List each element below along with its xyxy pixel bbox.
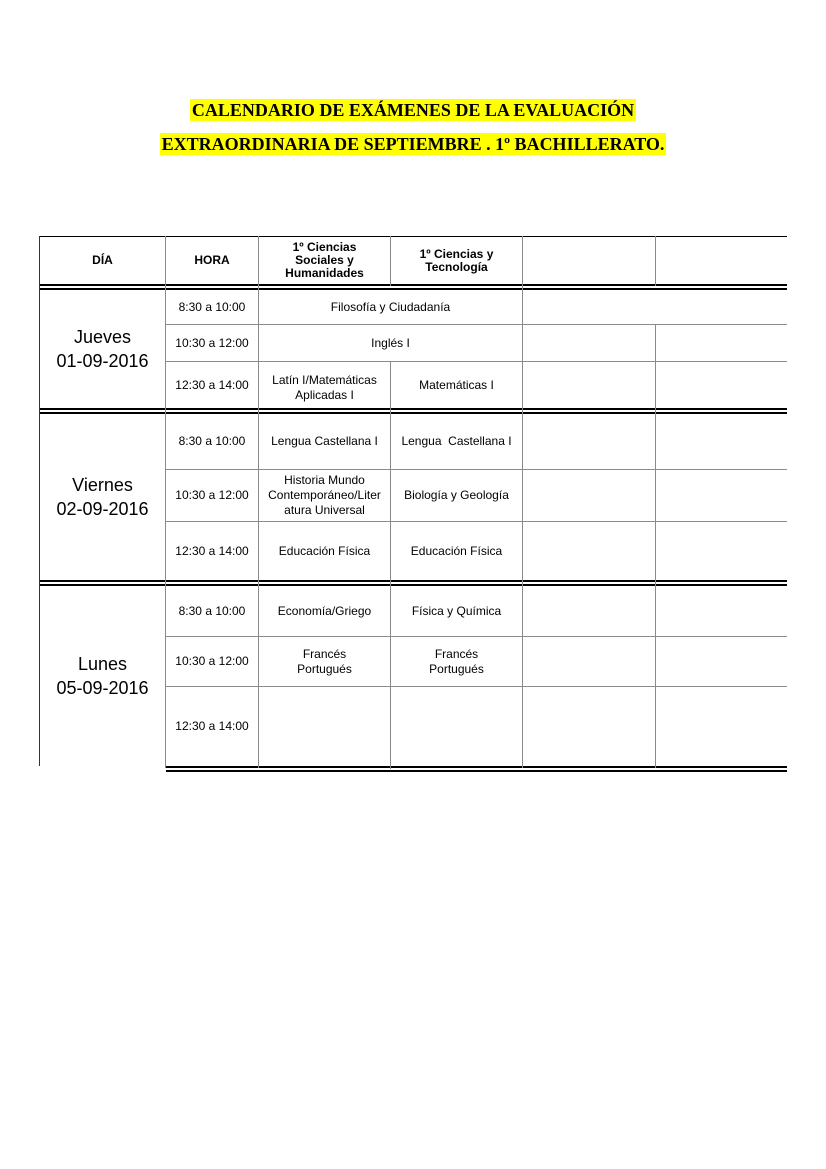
day-date: 02-09-2016 <box>56 499 149 519</box>
title-line-2-wrap <box>0 133 826 155</box>
hora-cell: 8:30 a 10:00 <box>178 299 246 314</box>
hora-cell: 10:30 a 12:00 <box>175 488 249 502</box>
hora-cell: 10:30 a 12:00 <box>175 654 249 668</box>
exam-cell-tecnologia: Física y Química <box>411 603 502 618</box>
day-cell-lunes <box>40 586 165 766</box>
day-name: Viernes <box>72 475 133 495</box>
page-title-line-1: CALENDARIO DE EXÁMENES DE LA EVALUACIÓN <box>191 100 635 120</box>
day-name: Lunes <box>77 654 128 674</box>
exam-cell-sociales: Economía/Griego <box>277 603 372 618</box>
hora-cell: 10:30 a 12:00 <box>175 335 249 350</box>
day-date: 01-09-2016 <box>56 351 149 371</box>
exam-cell-tecnologia-empty <box>391 687 522 766</box>
hora-cell: 12:30 a 14:00 <box>175 377 249 392</box>
day-name: Jueves <box>73 327 132 347</box>
header-ciencias-sociales: 1º Ciencias Sociales y Humanidades <box>285 240 364 280</box>
exam-cell-merged: Filosofía y Ciudadanía <box>330 299 451 314</box>
header-ciencias-tecnologia: 1º Ciencias y Tecnología <box>419 246 494 274</box>
exam-cell-merged: Inglés I <box>371 335 410 350</box>
page-title-line-2: EXTRAORDINARIA DE SEPTIEMBRE . 1º BACHILLERATO. <box>161 134 665 154</box>
exam-cell-sociales-empty <box>259 687 390 766</box>
header-dia: DÍA <box>92 253 113 267</box>
hora-cell: 8:30 a 10:00 <box>178 603 246 618</box>
exam-cell-tecnologia: Biología y Geología <box>404 488 509 502</box>
exam-cell-sociales: Historia Mundo Contemporáneo/Liter atura Universal <box>268 473 381 517</box>
hora-cell: 8:30 a 10:00 <box>178 434 246 448</box>
exam-cell-tecnologia: Educación Física <box>410 543 503 558</box>
day-date: 05-09-2016 <box>56 678 149 698</box>
header-hora: HORA <box>194 253 230 267</box>
day-cell-viernes <box>40 414 165 580</box>
exam-cell-sociales: Educación Física <box>278 543 371 558</box>
exam-cell-sociales: Lengua Castellana I <box>271 434 378 448</box>
exam-cell-tecnologia: Francés Portugués <box>429 646 484 676</box>
hora-cell: 12:30 a 14:00 <box>175 543 249 558</box>
exam-cell-tecnologia: Matemáticas I <box>419 377 494 392</box>
title-line-1-wrap <box>0 99 826 121</box>
exam-cell-sociales: Francés Portugués <box>297 646 352 676</box>
hora-cell: 12:30 a 14:00 <box>175 719 249 733</box>
exam-cell-tecnologia: Lengua Castellana I <box>401 434 512 448</box>
day-cell-jueves <box>40 290 165 408</box>
exam-cell-sociales: Latín I/Matemáticas Aplicadas I <box>272 373 377 402</box>
